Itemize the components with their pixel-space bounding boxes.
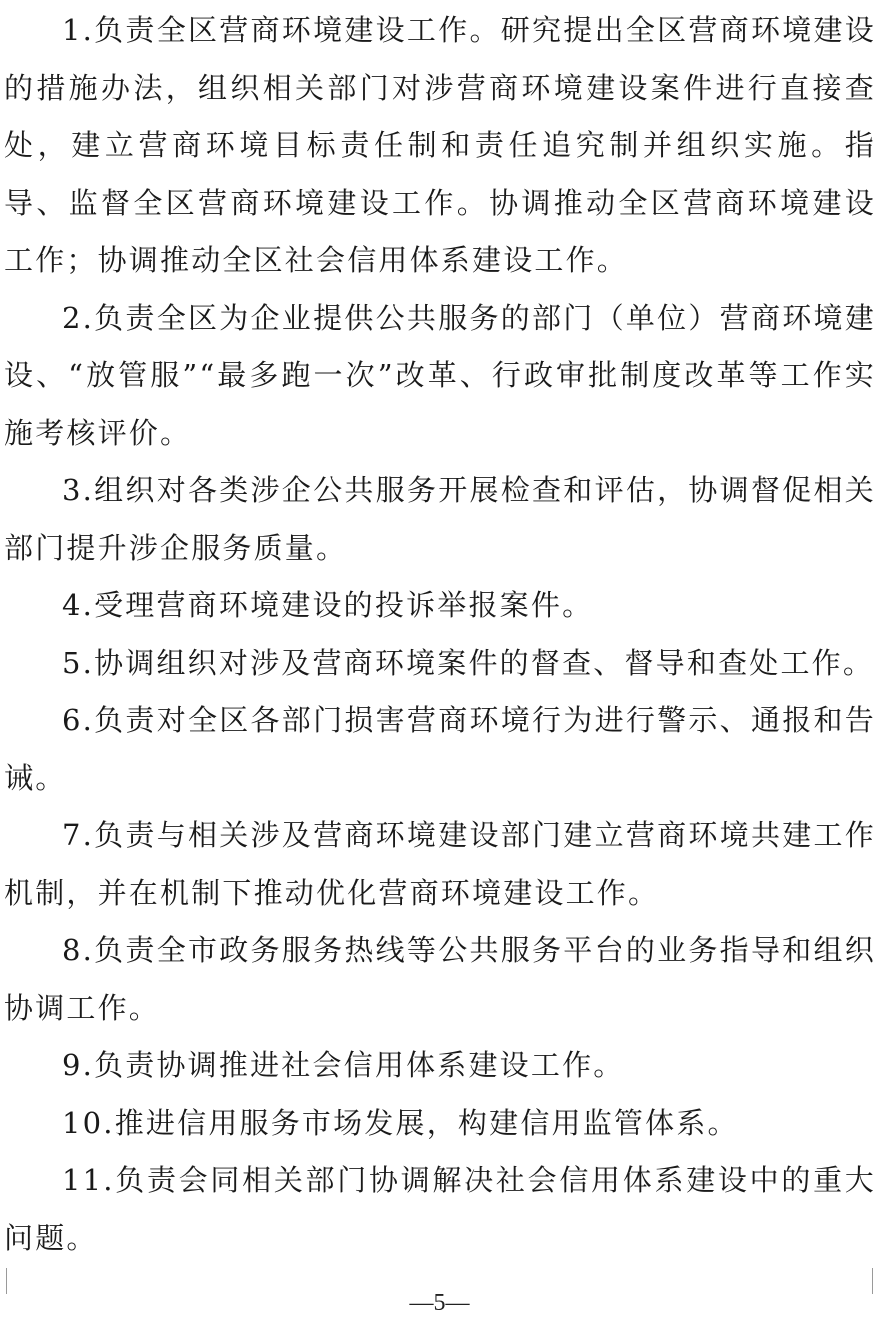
- paragraph-9: 9.负责协调推进社会信用体系建设工作。: [62, 1048, 625, 1082]
- paragraph-4: 4.受理营商环境建设的投诉举报案件。: [62, 588, 594, 622]
- paragraph-11: 11.负责会同相关部门协调解决社会信用体系建设中的重大问题。: [4, 1163, 876, 1255]
- page-number: —5—: [409, 1290, 470, 1316]
- paragraph-10: 10.推进信用服务市场发展，构建信用监管体系。: [62, 1105, 739, 1140]
- document-body: [4, 2, 876, 1267]
- paragraph-2: 2.负责全区为企业提供公共服务的部门（单位）营商环境建设、“放管服”“最多跑一次”改革、行政审批制度改革等工作实施考核评价。: [4, 300, 876, 450]
- paragraph-8: 8.负责全市政务服务热线等公共服务平台的业务指导和组织协调工作。: [4, 933, 876, 1025]
- paragraph-6: 6.负责对全区各部门损害营商环境行为进行警示、通报和告诫。: [4, 703, 876, 795]
- paragraph-7: 7.负责与相关涉及营商环境建设部门建立营商环境共建工作机制，并在机制下推动优化营商环境建设工作。: [4, 818, 876, 910]
- paragraph-5: 5.协调组织对涉及营商环境案件的督查、督导和查处工作。: [62, 645, 875, 680]
- paragraph-1: 1.负责全区营商环境建设工作。研究提出全区营商环境建设的措施办法，组织相关部门对涉营商环境建设案件进行直接查处，建立营商环境目标责任制和责任追究制并组织实施。指导、监督全区营商环境建设工作。协调推动全区营商环境建设工作；协调推动全区社会信用体系建设工作。: [4, 13, 876, 277]
- paragraph-3: 3.组织对各类涉企公共服务开展检查和评估，协调督促相关部门提升涉企服务质量。: [4, 473, 876, 565]
